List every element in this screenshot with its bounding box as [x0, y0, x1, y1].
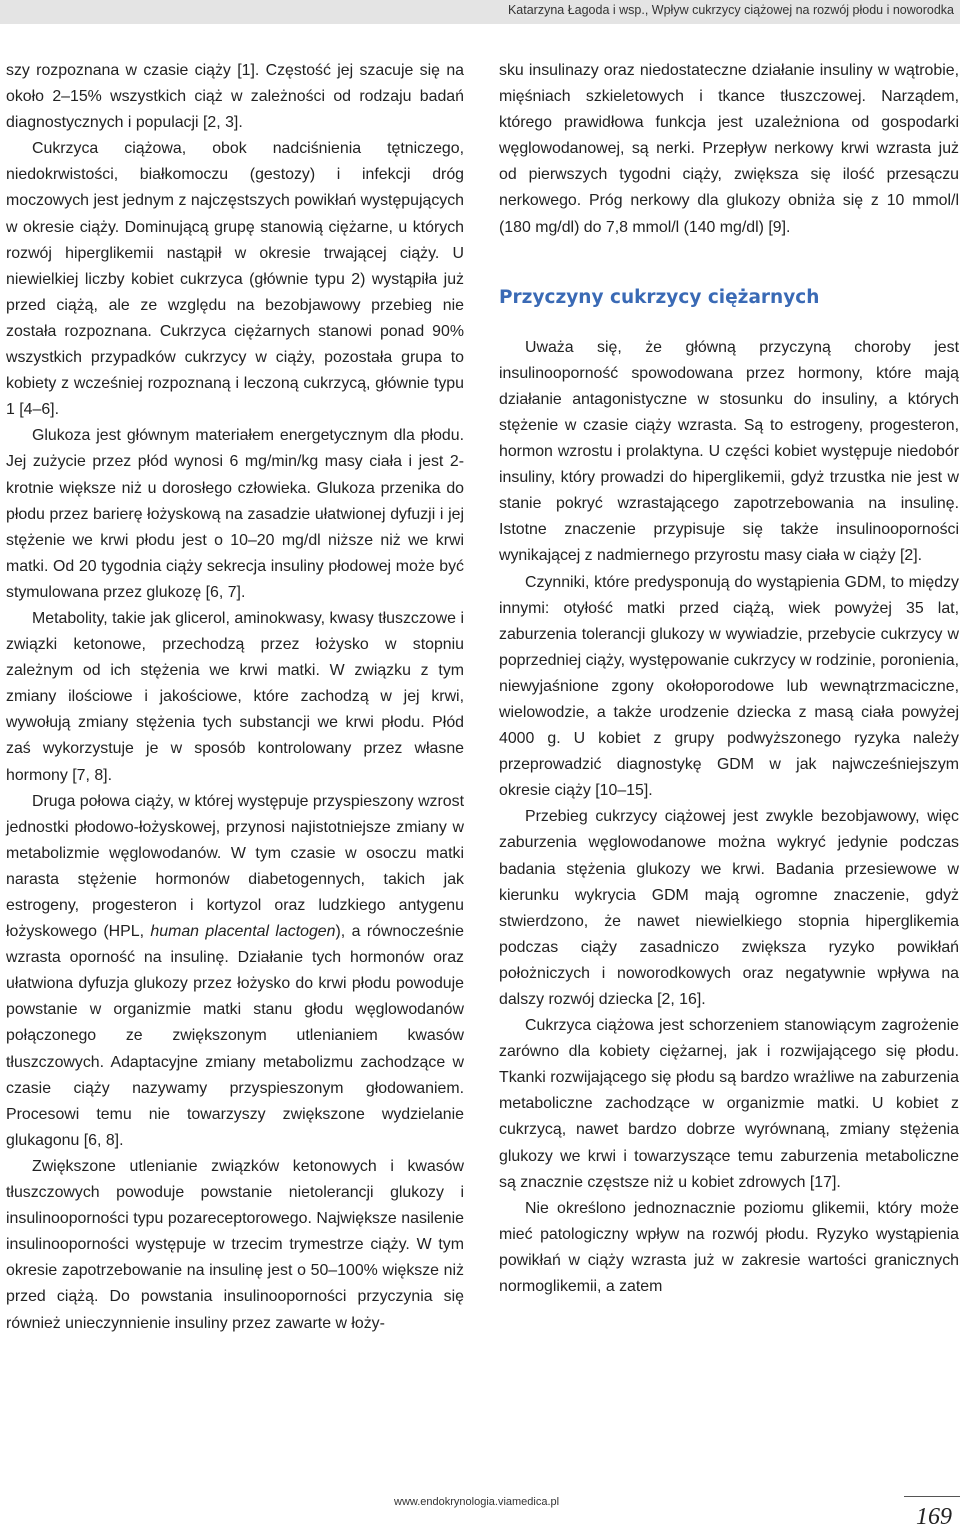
left-paragraph-4 — [6, 606, 464, 789]
left-paragraph-5 — [6, 789, 464, 1154]
left-paragraph-5-text-b: ), a równocześnie wzrasta oporność na insulinę. Działanie tych hormonów oraz ułatwiona dyfuzja glukozy przez łożysko do krwi płodu powoduje powstanie w organizmie matki stanu głodu węglowodanów połączonego ze zwiększonym utlenianiem kwasów tłuszczowych. Adaptacyjne zmiany metabolizmu zachodzące w czasie ciąży nazywamy przyspieszonym głodowaniem. Procesowi temu nie towarzyszy zwiększone wydzielanie glukagonu [6, 8]. — [6, 923, 464, 1149]
right-column — [499, 58, 959, 1300]
left-paragraph-1-text: szy rozpoznana w czasie ciąży [1]. Częstość jej szacuje się na około 2–15% wszystkich ciąż w zależności od rodzaju badań diagnostycznych i populacji [2, 3]. — [6, 62, 464, 132]
left-paragraph-3 — [6, 423, 464, 606]
left-paragraph-3-text: Glukoza jest głównym materiałem energetycznym dla płodu. Jej zużycie przez płód wynosi 6 mg/min/kg masy ciała i jest 2-krotnie większe niż u dorosłego człowieka. Glukoza przenika do płodu przez barierę łożyskową na zasadzie ułatwionej dyfuzji i jej stężenie we krwi płodu jest o 10–20 mg/dl niższe niż we krwi matki. Od 20 tygodnia ciąży sekrecja insuliny płodowej może być stymulowana przez glukozę [6, 7]. — [6, 427, 464, 601]
left-column — [6, 58, 464, 1337]
left-paragraph-2-text: Cukrzyca ciążowa, obok nadciśnienia tętniczego, niedokrwistości, białkomoczu (gestozy) i infekcji dróg moczowych jest jednym z najczęstszych powikłań występujących w okresie ciąży. Dominującą grupę stanowią ciężarne, u których rozwój hiperglikemii nastąpił w okresie trwającej ciąży. U niewielkiej liczby kobiet cukrzyca (głównie typu 2) wystąpiła już przed ciążą, ale ze względu na bezobjawowy przebieg nie została rozpoznana. Cukrzyca ciężarnych stanowi ponad 90% wszystkich przypadków cukrzycy w ciąży, pozostała grupa to kobiety z wcześniej rozpoznaną i leczoną cukrzycą, głównie typu 1 [4–6]. — [6, 140, 464, 419]
right-paragraph-5: Cukrzyca ciążowa jest schorzeniem stanowiącym zagrożenie zarówno dla kobiety ciężarnej, jak i rozwijającego się płodu. Tkanki rozwijającego się płodu są bardzo wrażliwe na zaburzenia metaboliczne zachodzące w organizmie matki. U kobiet z cukrzycą, nawet bardzo dobrze wyrównaną, zmiany stężenia glukozy we krwi i towarzyszące temu zaburzenia metaboliczne są znacznie częstsze niż u kobiet zdrowych [17]. — [499, 1017, 959, 1191]
section-heading: Przyczyny cukrzycy ciężarnych — [499, 286, 820, 308]
left-paragraph-1 — [6, 58, 464, 136]
right-paragraph-3: Czynniki, które predysponują do wystąpienia GDM, to między innymi: otyłość matki przed ciążą, wiek powyżej 35 lat, zaburzenia tolerancji glukozy w wywiadzie, przebycie cukrzycy w poprzedniej ciąży, występowanie cukrzycy w rodzinie, poronienia, niewyjaśnione zgony okołoporodowe lub wewnątrzmaciczne, wielowodzie, a także urodzenie dziecka z masą ciała powyżej 4000 g. U kobiet z grupy podwyższonego ryzyka należy przeprowadzić diagnostykę GDM w jak najwcześniejszym okresie ciąży [10–15]. — [499, 573, 959, 800]
left-paragraph-5-italic-term: human placental lactogen — [150, 923, 336, 941]
right-paragraph-6: Nie określono jednoznacznie poziomu glikemii, który może mieć patologiczny wpływ na rozwój płodu. Ryzyko wystąpienia powikłań w ciąży wzrasta już w zakresie wartości granicznych normoglikemii, a zatem — [499, 1199, 959, 1296]
running-title: Katarzyna Łagoda i wsp., Wpływ cukrzycy ciążowej na rozwój płodu i noworodka — [507, 3, 954, 17]
left-paragraph-2 — [6, 136, 464, 423]
left-paragraph-6-text: Zwiększone utlenianie związków ketonowych i kwasów tłuszczowych powoduje powstanie nietolerancji glukozy i insulinooporności typu pozareceptorowego. Największe nasilenie insulinooporności występuje w trzecim trymestrze ciąży. W tym okresie zapotrzebowanie na insulinę jest o 50–100% większe niż przed ciążą. Do powstania insulinooporności przyczynia się również unieczynnienie insuliny przez zawarte w łoży- — [6, 1157, 464, 1332]
left-paragraph-5-text-a: Druga połowa ciąży, w której występuje przyspieszony wzrost jednostki płodowo-łożyskowej, przynosi najistotniejsze zmiany w metabolizmie węglowodanów. W tym czasie w osoczu matki narasta stężenie hormonów diabetogennych, takich jak estrogeny, progesteron i kortyzol oraz ludzkiego antygenu łożyskowego (HPL, — [6, 792, 464, 941]
right-paragraph-1: sku insulinazy oraz niedostateczne działanie insuliny w wątrobie, mięśniach szkieletowych i tkance tłuszczowej. Narządem, którego prawidłowa funkcja jest uzależniona od gospodarki węglowodanowej, są nerki. Przepływ nerkowy krwi wzrasta już od pierwszych tygodni ciąży, zwiększa się ilość przesączu nerkowego. Próg nerkowy dla glukozy obniża się z 10 mmol/l (180 mg/dl) do 7,8 mmol/l (140 mg/dl) [9]. — [499, 62, 959, 236]
page-number: 169 — [916, 1504, 952, 1530]
footer-url: www.endokrynologia.viamedica.pl — [394, 1496, 560, 1508]
left-paragraph-4-text: Metabolity, takie jak glicerol, aminokwasy, kwasy tłuszczowe i związki ketonowe, przechodzą przez łożysko w stopniu zależnym od ich stężenia we krwi matki. W związku z tym zmiany ilościowe i jakościowe, które zachodzą w jej krwi, wywołują zmiany stężenia tych substancji we krwi płodu. Płód zaś wykorzystuje je w sposób kontrolowany przez własne hormony [7, 8]. — [6, 609, 464, 784]
running-header-bar — [0, 0, 960, 24]
left-paragraph-6 — [6, 1154, 464, 1337]
right-paragraph-4: Przebieg cukrzycy ciążowej jest zwykle bezobjawowy, więc zaburzenia węglowodanowe można wykryć jedynie podczas badania stężenia glukozy we krwi. Badania przesiewowe w kierunku wykrycia GDM mają ogromne znaczenie, gdyż stwierdzono, że nawet niewielkiego stopnia hiperglikemia podczas ciąży zasadniczo zwiększa ryzyko powikłań położniczych i noworodkowych oraz negatywnie wpływa na dalszy rozwój dziecka [2, 16]. — [499, 808, 959, 1008]
right-paragraph-2: Uważa się, że główną przyczyną choroby jest insulinooporność spowodowana przez hormony, które mają działanie antagonistyczne w stosunku do insuliny, a których stężenie w czasie ciąży wzrasta. Są to estrogeny, progesteron, hormon wzrostu i prolaktyna. U części kobiet występuje niedobór insuliny, który prowadzi do hiperglikemii, gdyż trzustka nie jest w stanie pokryć wzrastającego zapotrzebowania na insulinę. Istotne znaczenie przypisuje się także insulinooporności wynikającej z nadmiernego przyrostu masy ciała w ciąży [2]. — [499, 338, 959, 565]
page-corner-rule — [904, 1496, 960, 1497]
